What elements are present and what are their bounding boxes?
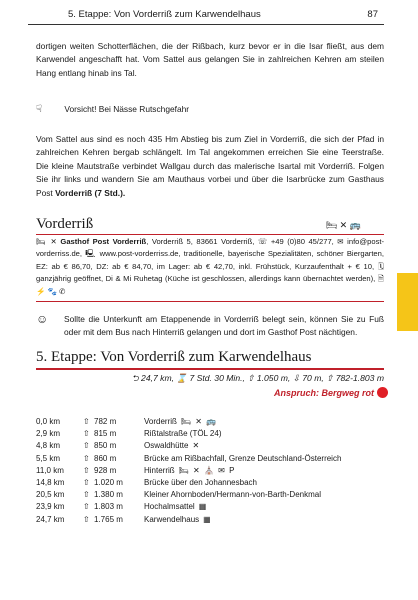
tip-text: Sollte die Unterkunft am Etappenende in Vorderriß belegt sein, können Sie zu Fuß oder mit dem Bus nach Hinterriß gelangen und dort im Gasthof Post nächtigen. (64, 314, 384, 338)
route-distance: 23,9 km (36, 502, 65, 512)
altitude-icon: ⇧ (83, 490, 90, 500)
route-point: Hochalmsattel ▦ (144, 502, 208, 512)
page-number: 87 (367, 9, 378, 20)
altitude-icon: ⇧ (83, 465, 90, 475)
route-point: Rißtalstraße (TÖL 24) (144, 429, 222, 439)
header-rule (28, 24, 384, 25)
lodging-icons: 🛏 ✕ (36, 237, 57, 246)
route-point: Karwendelhaus ▦ (144, 514, 212, 524)
route-point: Hinterriß 🛏 ✕ ⛪ ✉ P (144, 465, 236, 475)
stage-stats: ⮌ 24,7 km, ⌛ 7 Std. 30 Min., ⇧ 1.050 m, ⇩ 70 m, ⇧ 782-1.803 m (131, 373, 384, 383)
route-altitude: 1.765 m (94, 514, 123, 524)
lodging-details: , Vorderriß 5, 83661 Vorderriß, ☏ +49 (0)80 45/277, ✉ info@post-vorderriss.de, 🖳 www.post-vorderriss.de, traditionelle, bayerische Spezialitäten, schöner Biergarten, EZ: ab € 86,70, DZ: ab € 84,70, im Lager: ab € 42,70, inkl. Frühstück, Kurzaufenthalt + € 10, 🗓 ganzjährig geöffnet, Di & Mi Ruhetag (Küche ist geschlossen, allerdings kann übernachtet werden), 🗎 ⚡ 🐾 ✆ (36, 237, 384, 296)
route-distance: 20,5 km (36, 490, 65, 500)
route-table (36, 416, 384, 526)
route-altitude: 1.803 m (94, 502, 123, 512)
stage-rule (36, 368, 384, 370)
smiley-icon: ☺ (36, 312, 49, 326)
route-altitude: 1.380 m (94, 490, 123, 500)
paragraph-descent-text: Vom Sattel aus sind es noch 435 Hm Abstieg bis zum Ziel in Vorderriß, die sich der Pfad in zahlreichen Kehren bergab schlängelt. Im Tal angekommen erreichen Sie eine Teerstraße. Die kleine Mautstraße verbindet Wallgau durch das malerische Isartal mit Vorderriß. Folgen Sie ihr links und wandern Sie am Mauthaus vorbei und über die Isarbrücke zum Gasthaus Post (36, 134, 384, 198)
lodging-name: Gasthof Post Vorderriß (60, 237, 147, 246)
table-row (36, 489, 384, 501)
route-point: Oswaldhütte ✕ (144, 441, 201, 451)
route-point: Kleiner Ahornboden/Hermann-von-Barth-Denkmal (144, 490, 321, 500)
difficulty-red-dot-icon (377, 387, 388, 398)
warning-text: Vorsicht! Bei Nässe Rutschgefahr (64, 104, 190, 114)
altitude-icon: ⇧ (83, 429, 90, 439)
route-point: Brücke über den Johannesbach (144, 477, 257, 487)
table-row (36, 416, 384, 428)
route-distance: 24,7 km (36, 514, 65, 524)
route-symbols: ▦ (203, 514, 212, 524)
route-symbols: ✕ (192, 441, 201, 451)
place-title: Vorderriß (36, 216, 94, 232)
route-distance: 2,9 km (36, 429, 61, 439)
route-symbols: ▦ (198, 502, 208, 512)
paragraph-descent (36, 133, 384, 200)
place-rule-top (36, 234, 384, 235)
route-distance: 4,8 km (36, 441, 61, 451)
place-rule-bottom (36, 301, 384, 302)
altitude-icon: ⇧ (83, 441, 90, 451)
route-distance: 0,0 km (36, 417, 61, 426)
route-altitude: 928 m (94, 465, 117, 475)
paragraph-intro: dortigen weiten Schotterflächen, die der Rißbach, kurz bevor er in die Isar fließt, aus dem Karwendel angeschafft hat. Vom Sattel aus gelangen Sie in zahlreichen Kehren am steilen Hang entlang hinab ins Tal. (36, 41, 384, 78)
table-row (36, 477, 384, 489)
difficulty-text: Anspruch: Bergweg rot (273, 388, 374, 398)
altitude-icon: ⇧ (83, 514, 90, 524)
paragraph-descent-destination: Vorderriß (7 Std.). (55, 187, 126, 198)
route-altitude: 860 m (94, 453, 117, 463)
route-distance: 14,8 km (36, 477, 65, 487)
route-distance: 5,5 km (36, 453, 61, 463)
stage-title: 5. Etappe: Von Vorderriß zum Karwendelhaus (36, 349, 312, 365)
table-row (36, 465, 384, 477)
route-symbols: 🛏 ✕ ⛪ ✉ P (178, 465, 236, 475)
altitude-icon: ⇧ (83, 502, 90, 512)
table-row (36, 453, 384, 465)
warning-note (36, 103, 189, 116)
route-point: Vorderriß 🛏 ✕ 🚌 (144, 417, 218, 426)
header-title: 5. Etappe: Von Vorderriß zum Karwendelhaus (68, 9, 261, 20)
route-symbols: 🛏 ✕ 🚌 (180, 417, 218, 426)
route-altitude: 782 m (94, 417, 117, 426)
place-icons: 🛏 ✕ 🚌 (326, 220, 361, 230)
table-row (36, 501, 384, 513)
altitude-icon: ⇧ (83, 453, 90, 463)
difficulty-badge (274, 387, 388, 398)
route-altitude: 815 m (94, 429, 117, 439)
route-distance: 11,0 km (36, 465, 64, 475)
tip-note (36, 313, 384, 340)
place-heading (36, 216, 361, 233)
altitude-icon: ⇧ (83, 477, 90, 487)
route-altitude: 850 m (94, 441, 117, 451)
altitude-icon: ⇧ (83, 417, 90, 426)
page-header (28, 8, 384, 26)
table-row (36, 440, 384, 452)
table-row (36, 514, 384, 526)
route-point: Brücke am Rißbachfall, Grenze Deutschland-Österreich (144, 453, 342, 463)
place-info (36, 236, 384, 298)
chapter-tab (397, 273, 418, 331)
warning-hand-icon: ☟ (36, 104, 43, 115)
table-row (36, 428, 384, 440)
route-altitude: 1.020 m (94, 477, 123, 487)
